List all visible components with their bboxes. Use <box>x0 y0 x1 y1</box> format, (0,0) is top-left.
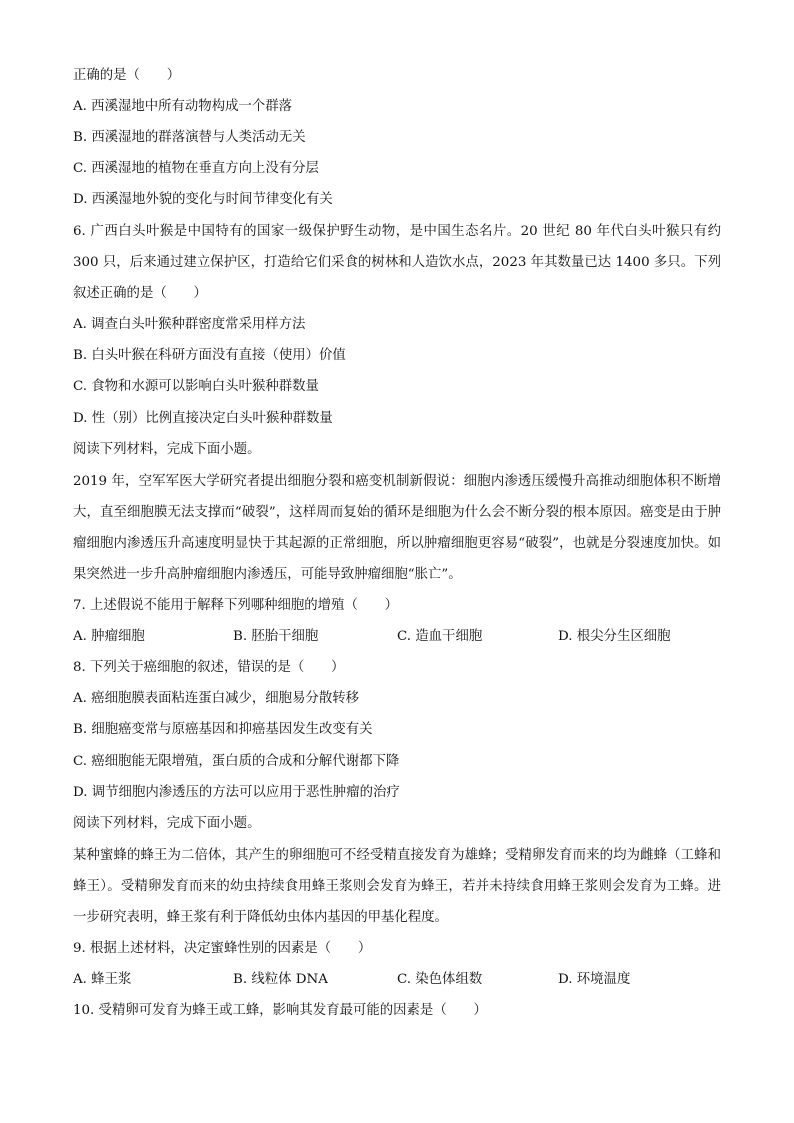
q5-option-c: C. 西溪湿地的植物在垂直方向上没有分层 <box>73 161 319 176</box>
question-6-stem: 6. 广西白头叶猴是中国特有的国家一级保护野生动物，是中国生态名片。20 世纪 80 年代白头叶猴只有约 300 只，后来通过建立保护区，打造给它们采食的树林和人造饮水点，2023 年其数量已达 1400 多只。下列叙述正确的是（ ） <box>73 224 721 301</box>
question-9-stem: 9. 根据上述材料，决定蜜蜂性别的因素是（ ） <box>73 941 372 956</box>
q9-option-c: C. 染色体组数 <box>397 972 483 987</box>
q9-option-d: D. 环境温度 <box>558 972 631 987</box>
q9-option-a: A. 蜂王浆 <box>73 972 132 987</box>
material-2: 某种蜜蜂的蜂王为二倍体，其产生的卵细胞可不经受精直接发育为雄蜂；受精卵发育而来的均为雌蜂（工蜂和蜂王）。受精卵发育而来的幼虫持续食用蜂王浆则会发育为蜂王，若并未持续食用蜂王浆则会发育为工蜂。进一步研究表明，蜂王浆有利于降低幼虫体内基因的甲基化程度。 <box>73 848 721 925</box>
question-8-stem: 8. 下列关于癌细胞的叙述，错误的是（ ） <box>73 660 345 675</box>
q8-option-b: B. 细胞癌变常与原癌基因和抑癌基因发生改变有关 <box>73 722 373 737</box>
question-10-stem: 10. 受精卵可发育为蜂王或工蜂，影响其发育最可能的因素是（ ） <box>73 1003 487 1018</box>
q7-option-b: B. 胚胎干细胞 <box>233 629 319 644</box>
q7-option-a: A. 肿瘤细胞 <box>73 629 145 644</box>
q5-option-a: A. 西溪湿地中所有动物构成一个群落 <box>73 99 293 114</box>
q7-option-c: C. 造血干细胞 <box>397 629 483 644</box>
material-1: 2019 年，空军军医大学研究者提出细胞分裂和癌变机制新假说：细胞内渗透压缓慢升高推动细胞体积不断增大，直至细胞膜无法支撑而“破裂”，这样周而复始的循环是细胞为什么会不断分裂的根本原因。癌变是由于肿瘤细胞内渗透压升高速度明显快于其起源的正常细胞，所以肿瘤细胞更容易“破裂”，也就是分裂速度加快。如果突然进一步升高肿瘤细胞内渗透压，可能导致肿瘤细胞“胀亡”。 <box>73 474 721 582</box>
question-5-stem-end: 正确的是（ ） <box>73 68 181 83</box>
q8-option-d: D. 调节细胞内渗透压的方法可以应用于恶性肿瘤的治疗 <box>73 785 400 800</box>
q6-option-b: B. 白头叶猴在科研方面没有直接（使用）价值 <box>73 348 346 363</box>
reading-instruction-1: 阅读下列材料，完成下面小题。 <box>73 442 261 457</box>
q6-option-a: A. 调查白头叶猴种群密度常采用样方法 <box>73 317 306 332</box>
q7-option-d: D. 根尖分生区细胞 <box>558 629 671 644</box>
q5-option-d: D. 西溪湿地外貌的变化与时间节律变化有关 <box>73 192 333 207</box>
question-7-stem: 7. 上述假说不能用于解释下列哪种细胞的增殖（ ） <box>73 598 399 613</box>
reading-instruction-2: 阅读下列材料，完成下面小题。 <box>73 816 261 831</box>
q6-option-c: C. 食物和水源可以影响白头叶猴种群数量 <box>73 379 319 394</box>
q8-option-a: A. 癌细胞膜表面粘连蛋白减少，细胞易分散转移 <box>73 691 359 706</box>
q9-option-b: B. 线粒体 DNA <box>233 972 328 987</box>
q5-option-b: B. 西溪湿地的群落演替与人类活动无关 <box>73 130 306 145</box>
q8-option-c: C. 癌细胞能无限增殖，蛋白质的合成和分解代谢都下降 <box>73 754 400 769</box>
q6-option-d: D. 性（别）比例直接决定白头叶猴种群数量 <box>73 411 333 426</box>
